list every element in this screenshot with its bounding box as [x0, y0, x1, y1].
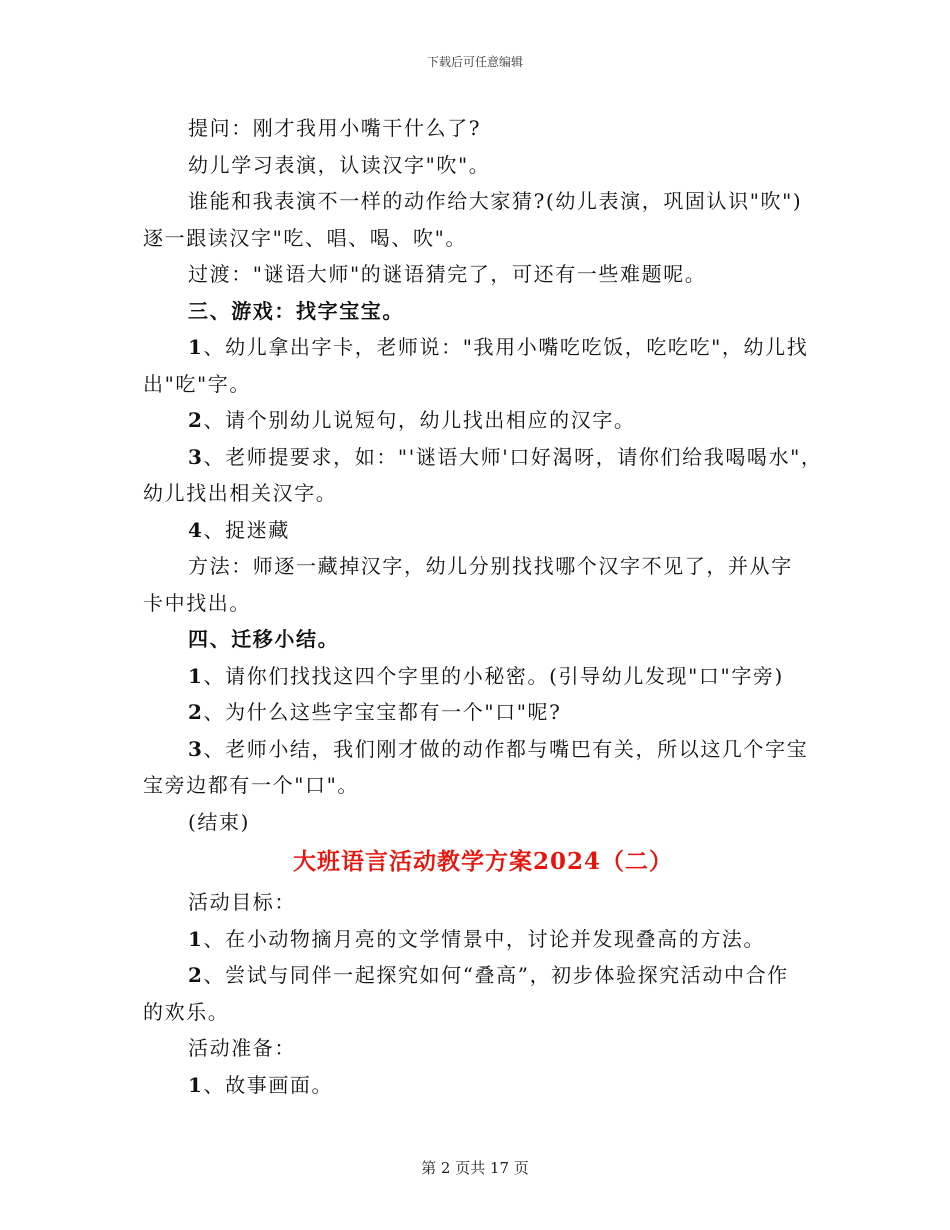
item-text: 、请个别幼儿说短句，幼儿找出相应的汉字。 — [203, 408, 636, 432]
paragraph: (结束) — [188, 809, 251, 834]
paragraph-continuation: 的欢乐。 — [143, 999, 230, 1024]
item-number: 2 — [188, 408, 204, 432]
item-text: 、老师小结，我们刚才做的动作都与嘴巴有关，所以这几个字宝 — [203, 736, 809, 761]
numbered-item — [143, 921, 823, 958]
paragraph: 幼儿学习表演，认读汉字"吹"。 — [188, 152, 491, 177]
page-header: 下载后可任意编辑 — [426, 55, 523, 69]
paragraph: 谁能和我表演不一样的动作给大家猜?(幼儿表演，巩固认识"吹") — [188, 189, 803, 213]
paragraph-continuation: 出"吃"字。 — [143, 371, 251, 396]
page-footer: 第 2 页共 17 页 — [421, 1159, 529, 1177]
paragraph: 活动准备： — [188, 1036, 296, 1060]
item-number: 2 — [188, 963, 204, 987]
item-number: 1 — [188, 926, 204, 951]
paragraph-continuation: 逐一跟读汉字"吃、唱、喝、吹"。 — [143, 225, 467, 250]
item-number: 3 — [188, 444, 204, 469]
paragraph: 方法：师逐一藏掉汉字，幼儿分别找找哪个汉字不见了，并从字 — [188, 554, 793, 578]
item-text: 、在小动物摘月亮的文学情景中，讨论并发现叠高的方法。 — [203, 926, 766, 951]
document-body — [143, 110, 823, 1103]
paragraph: 活动目标： — [188, 890, 296, 914]
item-number: 1 — [188, 1072, 204, 1097]
paragraph-continuation: 卡中找出。 — [143, 590, 251, 615]
document-title: 大班语言活动教学方案2024（二） — [292, 848, 673, 875]
section-heading: 四、迁移小结。 — [188, 627, 340, 651]
numbered-item — [143, 512, 823, 549]
paragraph: 提问：刚才我用小嘴干什么了? — [188, 116, 482, 140]
numbered-item — [143, 658, 823, 695]
item-text: 、请你们找找这四个字里的小秘密。(引导幼儿发现"口"字旁) — [203, 663, 784, 688]
item-text: 、捉迷藏 — [203, 517, 290, 542]
item-number: 1 — [188, 335, 204, 359]
paragraph-continuation: 宝旁边都有一个"口"。 — [143, 773, 359, 797]
item-text: 、故事画面。 — [203, 1072, 334, 1097]
item-number: 2 — [188, 700, 204, 724]
numbered-item — [143, 1067, 823, 1104]
paragraph: 过渡："谜语大师"的谜语猜完了，可还有一些难题呢。 — [188, 262, 707, 286]
numbered-item — [143, 402, 823, 439]
numbered-item — [143, 439, 823, 476]
numbered-item — [143, 957, 823, 994]
item-text: 、老师提要求，如："'谜语大师'口好渴呀，请你们给我喝喝水"， — [203, 444, 823, 469]
item-text: 、尝试与同伴一起探究如何“叠高”，初步体验探究活动中合作 — [203, 963, 789, 987]
item-text: 、为什么这些字宝宝都有一个"口"呢? — [203, 700, 562, 724]
item-number: 3 — [188, 736, 204, 761]
numbered-item — [143, 694, 823, 731]
numbered-item — [143, 329, 823, 366]
item-number: 4 — [188, 517, 204, 542]
item-number: 1 — [188, 663, 204, 688]
section-heading: 三、游戏：找字宝宝。 — [188, 298, 404, 323]
numbered-item — [143, 731, 823, 768]
paragraph-continuation: 幼儿找出相关汉字。 — [143, 481, 338, 505]
item-text: 、幼儿拿出字卡，老师说："我用小嘴吃吃饭，吃吃吃"，幼儿找 — [203, 335, 809, 359]
